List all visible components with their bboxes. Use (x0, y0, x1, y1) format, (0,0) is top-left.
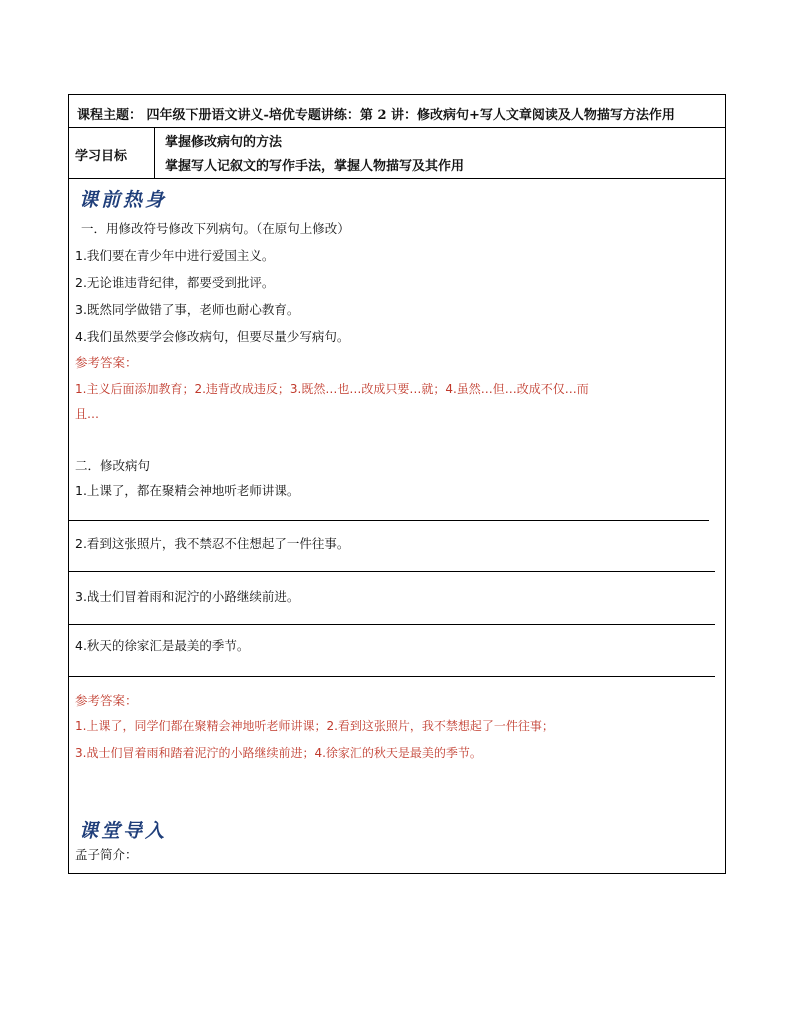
warmup-heading: 课前热身 (79, 189, 168, 211)
objectives-row (69, 128, 725, 179)
part2-answer-label: 参考答案： (75, 693, 138, 708)
part2-item: 3.战士们冒着雨和泥泞的小路继续前进。 (75, 589, 300, 604)
objective-item: 掌握写人记叙文的写作手法，掌握人物描写及其作用 (165, 159, 465, 174)
answer-line (69, 571, 715, 572)
part2-item: 4.秋天的徐家汇是最美的季节。 (75, 638, 250, 653)
part1-answer-label: 参考答案： (75, 355, 138, 370)
course-title: 课程主题： 四年级下册语文讲义-培优专题讲练：第 2 讲：修改病句+写人文章阅读及人物描写方法作用 (77, 108, 675, 123)
intro-text: 孟子简介： (75, 847, 138, 862)
objectives-label-cell (69, 128, 155, 178)
intro-heading: 课堂导入 (79, 820, 168, 842)
answer-line (69, 676, 715, 677)
part1-answer-line: 且… (75, 407, 100, 421)
part1-item: 3.既然同学做错了事，老师也耐心教育。 (75, 302, 300, 317)
answer-line (69, 624, 715, 625)
objectives-label: 学习目标 (75, 149, 128, 164)
part1-title: 一．用修改符号修改下列病句。（在原句上修改） (81, 221, 350, 236)
part2-answer-line: 1.上课了，同学们都在聚精会神地听老师讲课；2.看到这张照片，我不禁想起了一件往事； (75, 719, 554, 733)
lesson-table (68, 94, 726, 874)
part2-answer-line: 3.战士们冒着雨和踏着泥泞的小路继续前进；4.徐家汇的秋天是最美的季节。 (75, 746, 482, 760)
part1-item: 2.无论谁违背纪律，都要受到批评。 (75, 275, 275, 290)
part2-item: 1.上课了，都在聚精会神地听老师讲课。 (75, 483, 300, 498)
part1-item: 4.我们虽然要学会修改病句，但要尽量少写病句。 (75, 329, 350, 344)
title-row (69, 95, 725, 128)
content-cell (69, 179, 725, 873)
part1-item: 1.我们要在青少年中进行爱国主义。 (75, 248, 275, 263)
part2-item: 2.看到这张照片，我不禁忍不住想起了一件往事。 (75, 536, 350, 551)
part2-title: 二．修改病句 (75, 458, 151, 473)
part1-answer-line: 1.主义后面添加教育；2.违背改成违反；3.既然…也…改成只要…就；4.虽然…但…改成不仅…而 (75, 382, 589, 396)
answer-line (69, 520, 709, 521)
objective-item: 掌握修改病句的方法 (165, 135, 283, 150)
